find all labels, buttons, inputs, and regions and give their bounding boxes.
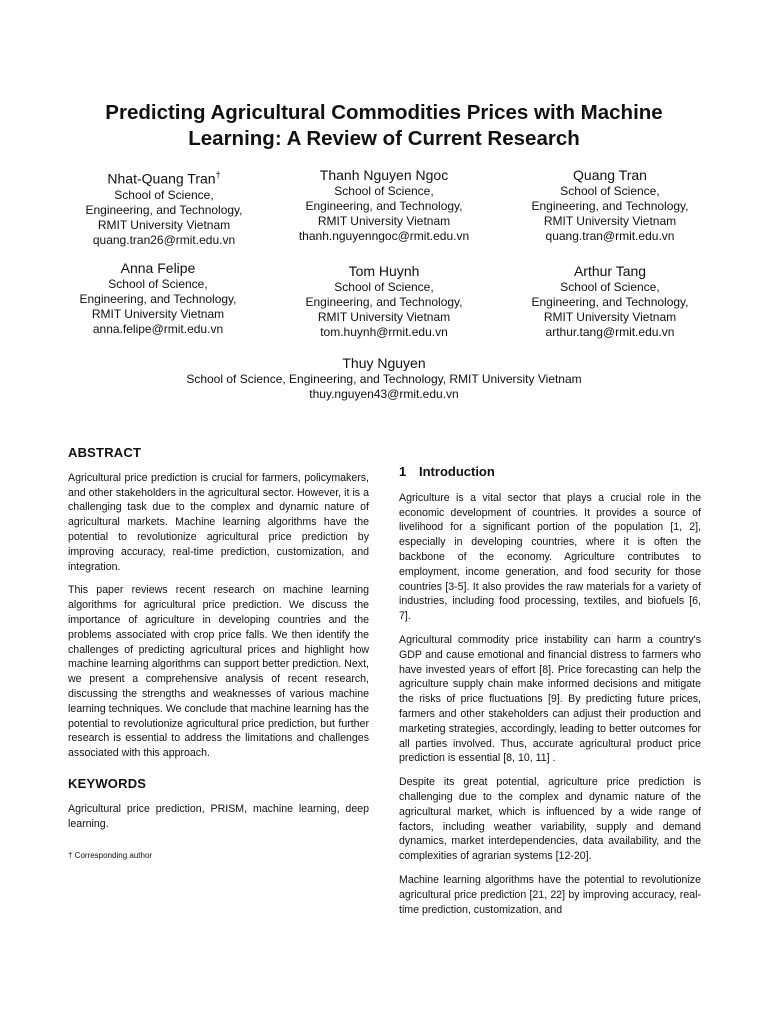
author-affiliation: RMIT University Vietnam xyxy=(543,310,677,324)
author-name: Thuy Nguyen xyxy=(342,355,426,371)
section-heading xyxy=(399,465,701,480)
right-column xyxy=(399,465,701,926)
author-affiliation: School of Science, xyxy=(334,184,434,198)
author-email[interactable]: tom.huynh@rmit.edu.vn xyxy=(320,325,448,339)
author-affiliation: RMIT University Vietnam xyxy=(97,217,231,232)
title-line-1: Predicting Agricultural Commodities Prices with Machine xyxy=(105,101,663,124)
keywords-heading: KEYWORDS xyxy=(68,775,147,791)
abstract-paragraph: Agricultural price prediction is crucial for farmers, policymakers, and other stakeholders in the agricultural sector. However, it is a challenging task due to the complex and dynamic nature of agricultural markets. Machine learning algorithms have the potential to revolutionize agricultural price prediction by improving accuracy, real-time prediction, customization, and integration. xyxy=(68,471,369,573)
author-affiliation: School of Science, xyxy=(114,187,214,202)
author-affiliation: School of Science, xyxy=(560,184,660,198)
author-email[interactable]: quang.tran26@rmit.edu.vn xyxy=(92,232,236,247)
author-affiliation: Engineering, and Technology, xyxy=(85,202,243,217)
author-affiliation: School of Science, xyxy=(334,280,434,294)
author-affiliation: Engineering, and Technology, xyxy=(531,199,689,213)
author-block xyxy=(490,262,730,340)
title-line-2: Learning: A Review of Current Research xyxy=(188,127,580,150)
author-name: Anna Felipe xyxy=(120,260,196,276)
author-name: Tom Huynh xyxy=(348,263,420,279)
author-email[interactable]: anna.felipe@rmit.edu.vn xyxy=(92,322,224,336)
abstract-heading: ABSTRACT xyxy=(68,445,142,460)
author-block xyxy=(490,166,730,244)
keywords-text: Agricultural price prediction, PRISM, machine learning, deep learning. xyxy=(68,802,369,830)
author-affiliation: Engineering, and Technology, xyxy=(305,295,463,309)
author-name: Arthur Tang xyxy=(573,263,647,279)
author-block xyxy=(264,262,504,340)
body-paragraph: Agriculture is a vital sector that plays a crucial role in the economic development of countries. It provides a source of livelihood for a significant portion of the population [1, 2], especially in developing countries, where it is often the backbone of the economy. Agriculture contributes to employment, income generation, and food security for those countries [3-5]. It also provides the raw materials for a variety of industries, including food processing, textiles, and biofuels [6, 7]. xyxy=(399,491,701,623)
author-email[interactable]: arthur.tang@rmit.edu.vn xyxy=(545,325,675,339)
body-paragraph: Agricultural commodity price instability can harm a country's GDP and cause emotional and financial distress to farmers who have invested years of effort [8]. Price forecasting can help the agriculture supply chain make informed decisions and mitigate the risks of price fluctuations [9]. By predicting future prices, farmers and other stakeholders can adjust their production and marketing strategies, accordingly, leading to better outcomes for all parties involved. Thus, accurate agricultural product price prediction is essential [8, 10, 11] . xyxy=(399,633,701,765)
author-affiliation: School of Science, xyxy=(560,280,660,294)
author-name: Thanh Nguyen Ngoc xyxy=(319,167,449,183)
author-block xyxy=(264,166,504,244)
author-email[interactable]: quang.tran@rmit.edu.vn xyxy=(545,229,675,243)
author-block xyxy=(84,354,684,402)
body-paragraph: Machine learning algorithms have the potential to revolutionize agricultural price prediction [21, 22] by improving accuracy, real-time prediction, customization, and xyxy=(399,873,701,916)
author-affiliation: RMIT University Vietnam xyxy=(91,307,225,321)
author-affiliation: School of Science, xyxy=(108,277,208,291)
author-affiliation: Engineering, and Technology, xyxy=(79,292,237,306)
abstract-paragraph: This paper reviews recent research on machine learning algorithms for agricultural price prediction. We discuss the importance of agriculture in developing countries and the problems associated with crop price falls. We then identify the challenges of predicting agricultural prices and highlight how machine learning algorithms can support better prediction. Next, we present a comprehensive analysis of recent research, discussing the strengths and weaknesses of various machine learning techniques. We conclude that machine learning has the potential to revolutionize agricultural price prediction, but further research is essential to address the limitations and challenges associated with this approach. xyxy=(68,584,369,760)
author-email[interactable]: thuy.nguyen43@rmit.edu.vn xyxy=(309,387,459,401)
author-affiliation: School of Science, Engineering, and Technology, RMIT University Vietnam xyxy=(186,372,582,386)
paper-title xyxy=(40,100,728,152)
author-affiliation: RMIT University Vietnam xyxy=(543,214,677,228)
author-affiliation: Engineering, and Technology, xyxy=(305,199,463,213)
body-paragraph: Despite its great potential, agriculture price prediction is challenging due to the complex and dynamic nature of the agricultural market, which is influenced by a wide range of factors, including weather variability, supply and demand dynamics, market interdependencies, data availability, and the complexities of agrarian systems [12-20]. xyxy=(399,776,701,863)
author-name: Nhat-Quang Tran xyxy=(107,170,216,187)
section-title: Introduction xyxy=(419,464,495,479)
author-affiliation: RMIT University Vietnam xyxy=(317,310,451,324)
author-email[interactable]: thanh.nguyenngoc@rmit.edu.vn xyxy=(298,229,470,243)
author-name: Quang Tran xyxy=(573,167,647,183)
left-column xyxy=(68,446,369,864)
section-number: 1 xyxy=(399,464,407,479)
author-affiliation: RMIT University Vietnam xyxy=(317,214,451,228)
corresponding-mark: † xyxy=(215,170,221,180)
author-affiliation: Engineering, and Technology, xyxy=(531,295,689,309)
author-block xyxy=(44,166,284,248)
author-block xyxy=(38,259,278,337)
footnote: † Corresponding author xyxy=(68,851,153,861)
